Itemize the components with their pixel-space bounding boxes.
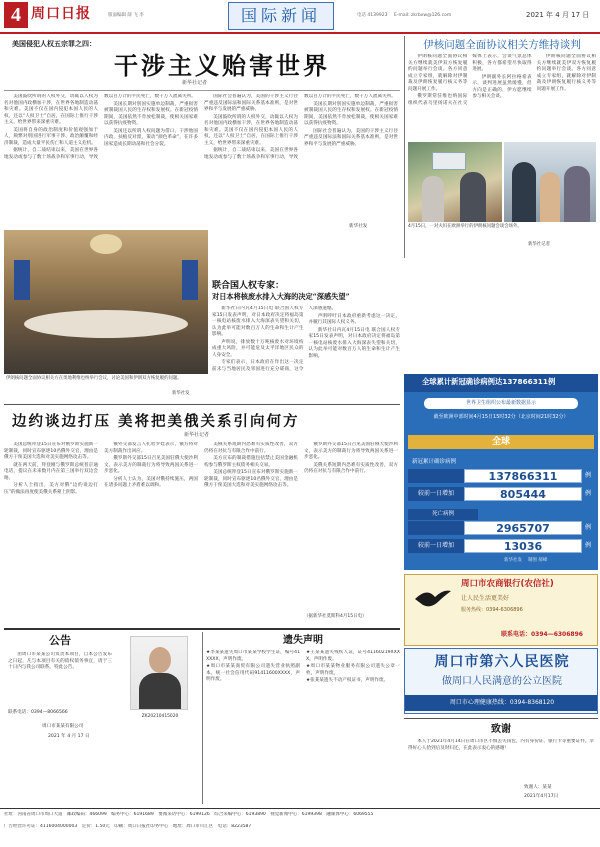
covid-global-row bbox=[408, 434, 594, 450]
lead-kicker: 美国侵犯人权五宗罪之四： bbox=[12, 40, 96, 48]
section-title: 国际新闻 bbox=[228, 2, 334, 30]
covid-deaths-label bbox=[408, 521, 464, 535]
bank-line-1: 让人民生活更美好 bbox=[461, 595, 510, 602]
paragraph: 分析人士认为，美国对俄持续施压，两国在诸多问题上矛盾难以调和。 bbox=[104, 476, 198, 489]
person-silhouette bbox=[512, 162, 536, 222]
lead-body bbox=[4, 94, 398, 224]
paragraph: 据统计，自二战结束以来，美国在世界各地发动或参与了数十场战争和军事行动，导致数以百万计的平民死亡，数千万人流离失所。 bbox=[4, 94, 196, 160]
vaccine-sign bbox=[432, 152, 466, 170]
talks-photo-credit: 新华社发 bbox=[172, 391, 190, 396]
paragraph: 声明说，排放数十万吨核废水对环境构成重大风险，并可能危及太平洋地区民众的人身安全。 bbox=[212, 339, 304, 358]
covid-deaths-unit: 例 bbox=[584, 523, 591, 531]
paragraph: 国际社会普遍认为，美国的干涉主义行径严重违反国际法和国际关系基本准则，是对世界和平与发展的严重威胁。 bbox=[204, 94, 298, 113]
thanks-title: 致谢 bbox=[491, 724, 511, 735]
lost-title: 遗失声明 bbox=[283, 635, 323, 646]
lost-item: ★周口市某某物业服务有限公司遗失公章一枚，声明作废。 bbox=[306, 664, 400, 676]
paragraph: 美国将自身的政治制度和价值观强加于人，频繁对别国进行军事干涉、政治颠覆和经济制裁，造成大量平民伤亡和人道主义危机。 bbox=[4, 127, 98, 146]
middle-news-title-2: 对日本将核废水排入大海的决定“深感失望” bbox=[212, 292, 350, 301]
lost-items bbox=[206, 650, 400, 760]
paragraph: 美国鼓吹所谓的人权外交，动辄以人权为名对他国内政横加干涉，在世界各地制造动荡和灾难。美国不仅在国内侵犯本国人民的人权，还以“人权卫士”自居，在国际上推行干涉主义，给世界带来深重灾难。 bbox=[204, 114, 298, 146]
hospital-ad bbox=[404, 648, 598, 714]
lost-item: ★李某某遗失周口市某某学校学生证，编号41XXXX，声明作废。 bbox=[206, 650, 300, 662]
bottom-story-source: （据新华社莫斯科4月15日电） bbox=[304, 614, 367, 619]
lead-title: 干涉主义贻害世界 bbox=[114, 51, 330, 80]
covid-header-text: 全球累计新冠确诊病例达137866311例 bbox=[422, 377, 556, 386]
notice-block bbox=[4, 632, 116, 804]
family-photo bbox=[504, 142, 596, 222]
middle-news-title-1: 联合国人权专家： bbox=[212, 281, 285, 291]
hospital-name: 周口市第六人民医院 bbox=[434, 654, 570, 670]
paragraph: 俄罗斯常驻维也纳国际组织代表乌里扬诺夫在社交媒体上表示，会谈气氛总体积极，各方都希望尽快取得进展。 bbox=[408, 54, 532, 106]
covid-deaths-increase-label: 较前一日增加 bbox=[408, 539, 464, 553]
masthead bbox=[0, 0, 600, 34]
paragraph: 美国长期对别国实施单边制裁，严重损害被制裁国人民的生存权和发展权。在新冠疫情期间，美国依然不肯放松制裁，使相关国家难以获得抗疫物资。 bbox=[104, 101, 198, 127]
paragraph: 俄罗斯外交部15日召见美国驻俄大使沙利文，表示美方的制裁行为将导致两国关系进一步恶化。 bbox=[104, 456, 198, 475]
right-top-byline: 新华社记者 bbox=[528, 242, 550, 247]
bank-line-2: 服务热线：0394-6306896 bbox=[461, 607, 523, 613]
covid-deaths-value: 2965707 bbox=[464, 521, 582, 535]
paragraph: 伊朗核问题全面协议相关方继续就美伊双方恢复履约问题举行会谈。各方同意成立专家组，就解除对伊制裁及伊朗恢复履行核义务等问题开展工作。 bbox=[408, 54, 468, 92]
paragraph: 美国鼓吹所谓的人权外交，动辄以人权为名对他国内政横加干涉，在世界各地制造动荡和灾难。美国不仅在国内侵犯本国人民的人权，还以“人权卫士”自居，在国际上推行干涉主义，给世界带来深重灾难。 bbox=[4, 94, 98, 126]
paragraph: 美俄关系短期内恐难有实质性改善，双方仍将在对抗与有限合作中前行。 bbox=[304, 462, 398, 475]
editor-line: 版面编辑 薛 飞 李 bbox=[108, 13, 144, 18]
thanks-body: 本人于2021年4月14日在周口市区不慎丢失钱包，内有身份证、银行卡等重要证件。幸得好心人拾到后及时归还，在此表示衷心的感谢！ bbox=[408, 739, 594, 751]
bank-name: 周口市农商银行(农信社) bbox=[461, 579, 554, 589]
footer-line-2: 广告经营许可证：4116004000003 定价：1.50元 印刷：周口日报社印务中心 地址：周口市川汇区 电话：8223587 bbox=[4, 824, 252, 829]
covid-cases-title: 新冠累计确诊病例 bbox=[412, 458, 457, 465]
covid-cases-value: 137866311 bbox=[464, 469, 582, 483]
bottom-story bbox=[4, 406, 400, 624]
notice-contact: 联系电话：0394—8066566 bbox=[8, 710, 68, 715]
covid-panel bbox=[404, 374, 598, 570]
email-line: E-mail: zkrbxw@126.com bbox=[394, 13, 452, 18]
paragraph: 新华社日内瓦4月15日电 联合国人权专家15日发表声明，对日本政府决定将福岛第一核电站核废水排入大海深表失望和关切，认为此举可能对数百万人的生命和生计产生影响。 bbox=[308, 327, 400, 359]
thanks-date: 2021年4月17日 bbox=[524, 794, 559, 799]
person-silhouette bbox=[540, 172, 560, 222]
covid-source: 世界卫生组织公布最新数据显示 bbox=[424, 398, 578, 409]
paragraph: 美国总统拜登15日宣布对俄罗斯实施新一轮制裁，同时宣布驱逐10名俄外交官，理由是俄方干预美国大选和对美实施网络攻击等。 bbox=[4, 442, 98, 461]
notice-title: 公告 bbox=[49, 634, 71, 647]
thanks-block bbox=[404, 718, 598, 804]
portrait-photo bbox=[130, 636, 188, 710]
bottom-story-title: 边约谈边打压 美将把美俄关系引向何方 bbox=[12, 413, 300, 430]
talks-photo-caption: 伊朗核问题全面协议相关方在奥地利维也纳举行会议，讨论美国和伊朗双方恢复履约问题。 bbox=[6, 376, 182, 381]
paragraph: 俄罗斯外交部15日召见美国驻俄大使沙利文，表示美方的制裁行为将导致两国关系进一步恶化。 bbox=[304, 442, 398, 461]
paragraph: 就在两天前，拜登刚与俄罗斯总统普京通电话，提议在未来数月内在第三国举行双边会晤。 bbox=[4, 462, 98, 481]
covid-deaths-increase-value: 13036 bbox=[464, 539, 582, 553]
hospital-slogan: 做周口人民满意的公立医院 bbox=[442, 676, 562, 687]
id-photo-block bbox=[120, 632, 200, 732]
bank-phone: 联系电话：0394—6306896 bbox=[501, 631, 583, 638]
paragraph: 伊朗副外长阿拉格希表示，谈判进展虽然缓慢，但方向是正确的，伊方愿继续参与相关会谈。 bbox=[472, 74, 532, 100]
right-top-story bbox=[408, 36, 596, 258]
swallow-icon bbox=[413, 585, 453, 613]
lead-source: 新华社发 bbox=[349, 224, 368, 229]
notice-date: 2021 年 4 月 17 日 bbox=[48, 734, 90, 739]
covid-cases-increase-row bbox=[408, 486, 594, 502]
bank-ad bbox=[404, 574, 598, 646]
talks-photo bbox=[4, 230, 208, 374]
notice-signer: 周口市某某有限公司 bbox=[42, 724, 84, 729]
paragraph: 据统计，自二战结束以来，美国在世界各地发动或参与了数十场战争和军事行动，导致数以百万计的平民死亡，数千万人流离失所。 bbox=[204, 94, 396, 160]
paragraph: 美国长期对别国实施单边制裁，严重损害被制裁国人民的生存权和发展权。在新冠疫情期间，美国依然不肯放松制裁，使相关国家难以获得抗疫物资。 bbox=[304, 101, 398, 127]
hospital-hotline: 周口市心理健康热线：0394-8368120 bbox=[405, 695, 598, 711]
flag-shape bbox=[182, 260, 198, 300]
body-shape bbox=[139, 673, 181, 710]
person-silhouette bbox=[564, 166, 590, 222]
paragraph: 伊朗核问题全面协议相关方继续就美伊双方恢复履约问题举行会谈。各方同意成立专家组，就解除对伊制裁及伊朗恢复履行核义务等问题开展工作。 bbox=[536, 54, 596, 92]
covid-cases-unit: 例 bbox=[584, 471, 591, 479]
middle-news bbox=[212, 280, 400, 400]
paragraph: 俄外交部发言人扎哈罗娃表示，俄方将对美方制裁作出回应。 bbox=[104, 442, 198, 454]
covid-cases-increase-value: 805444 bbox=[464, 487, 582, 501]
covid-update-time: 截至欧洲中部时间4月15日15时32分（北京时间21时32分） bbox=[433, 414, 569, 420]
covid-header bbox=[404, 374, 598, 392]
covid-cases-increase-label: 较前一日增加 bbox=[408, 487, 464, 501]
paragraph: 专家们表示，日本政府在作出这一决定前未与当地居民及邻国进行充分磋商，这令人深感遗憾。 bbox=[212, 306, 337, 372]
notice-body: 由周口市某某公司负责本项目，自本公告发布之日起，凡与本项目有关的债权债务事宜，请于三十日内与我公司联系。特此公告。 bbox=[8, 652, 112, 671]
bottom-story-body bbox=[4, 442, 398, 612]
paragraph: 新华社日内瓦4月15日电 联合国人权专家15日发表声明，对日本政府决定将福岛第一核电站核废水排入大海深表失望和关切，认为此举可能对数百万人的生命和生计产生影响。 bbox=[212, 306, 304, 338]
paragraph: 分析人士指出，美方对俄“边约谈边打压”的做法再度使美俄关系蒙上阴影。 bbox=[4, 483, 98, 495]
paper-name: 周口日报 bbox=[31, 6, 91, 22]
issue-date: 2021 年 4 月 17 日 bbox=[526, 11, 590, 19]
covid-cases-row bbox=[408, 468, 594, 484]
covid-global-label: 全球 bbox=[408, 435, 594, 449]
covid-deaths-increase-unit: 例 bbox=[584, 541, 591, 549]
lost-block bbox=[206, 632, 400, 804]
proof-line: 电话 4139923 bbox=[357, 13, 388, 18]
paragraph: 美俄关系短期内恐难有实质性改善，双方仍将在对抗与有限合作中前行。 bbox=[204, 442, 298, 454]
paragraph: 美国总统拜登15日宣布对俄罗斯实施新一轮制裁，同时宣布驱逐10名俄外交官，理由是俄方干预美国大选和对美实施网络攻击等。 bbox=[204, 470, 298, 489]
person-silhouette bbox=[460, 172, 486, 222]
person-silhouette bbox=[422, 176, 444, 222]
chandelier-shape bbox=[90, 234, 122, 254]
paragraph: 国际社会普遍认为，美国的干涉主义行径严重违反国际法和国际关系基本准则，是对世界和平与发展的严重威胁。 bbox=[304, 128, 398, 147]
paragraph: 美方宣布的制裁措施包括禁止美国金融机构参与俄罗斯主权债务相关交易。 bbox=[204, 456, 298, 468]
paragraph: 声明呼吁日本政府重新考虑这一决定，并履行其国际人权义务。 bbox=[308, 313, 400, 326]
table-shape bbox=[24, 310, 188, 338]
flag-shape bbox=[14, 260, 30, 300]
footer-line-1: 社址：河南省周口市周口大道 邮政编码：466099 编务中心：6191689 要闻采访中心：6199126 综合采编中心：6193890 视觉新闻中心：6199398 融媒体中心：6069555 bbox=[4, 812, 374, 817]
photo-id: ZK20210415020 bbox=[141, 714, 179, 719]
right-top-body bbox=[408, 54, 596, 138]
covid-deaths-row bbox=[408, 520, 594, 536]
head-shape bbox=[149, 647, 171, 673]
middle-news-body bbox=[212, 306, 400, 398]
lost-item: ★周口市某某商贸有限公司遗失营业执照副本，统一社会信用代码91411600XXXX，声明作废。 bbox=[206, 664, 300, 683]
covid-footer: 新华社发 制图 郝峰 bbox=[504, 558, 548, 563]
covid-deaths-increase-row bbox=[408, 538, 594, 554]
covid-cases-increase-unit: 例 bbox=[584, 489, 591, 497]
paragraph: 美国还以所谓人权问题为借口，干涉他国内政，扶植反对派，策动“颜色革命”，在许多国家造成长期动荡和社会分裂。 bbox=[104, 128, 198, 147]
right-top-caption: 4月15日，一对夫妇在欧洲举行的伊朗核问题会谈会场外。 bbox=[408, 224, 522, 229]
covid-cases-label bbox=[408, 469, 464, 483]
right-top-title: 伊核问题全面协议相关方维持谈判 bbox=[423, 39, 581, 51]
bottom-story-byline: 新华社记者 bbox=[184, 432, 210, 438]
page-number: 4 bbox=[4, 2, 28, 28]
lost-item: ★王某某遗失残疾人证，证号41160219XXXX，声明作废。 bbox=[306, 650, 400, 662]
covid-deaths-title: 死亡病例 bbox=[408, 509, 478, 520]
thanks-signer: 致谢人：某某 bbox=[524, 785, 552, 790]
lost-item: ★张某某遗失不动产权证书，声明作废。 bbox=[306, 678, 389, 684]
vaccine-photo bbox=[408, 142, 502, 222]
lead-byline: 新华社记者 bbox=[182, 80, 208, 86]
